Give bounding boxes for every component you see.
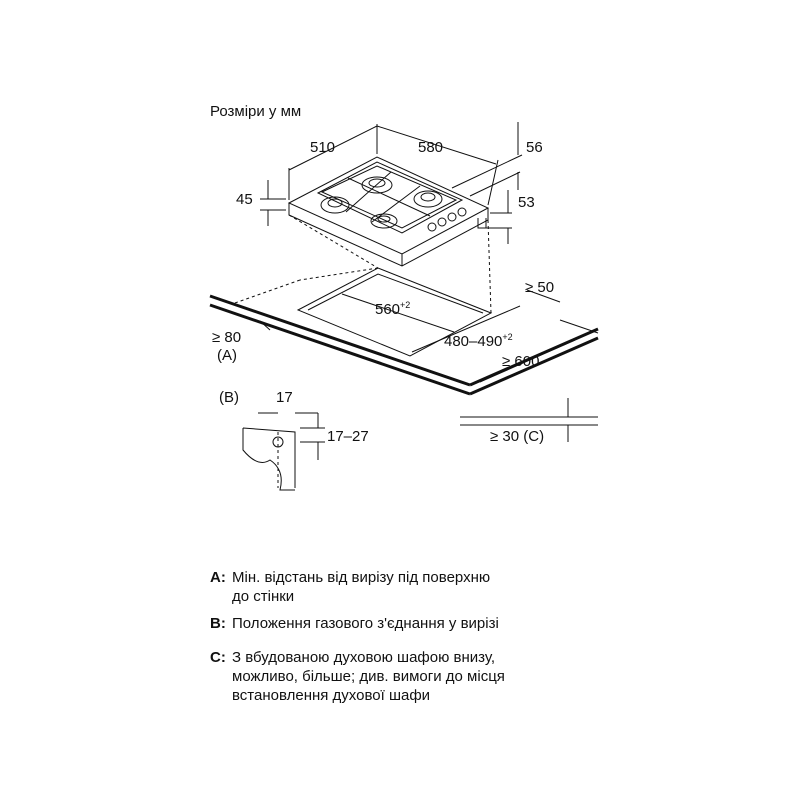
dim-under-clearance: ≥ 30 (C) [490, 428, 545, 445]
legend-item-c [210, 648, 505, 705]
gas-connection-detail [243, 413, 325, 490]
hob-top-plate [289, 157, 488, 254]
title: Розміри у мм [210, 103, 302, 120]
marker-b: (B) [219, 389, 239, 406]
knob-icon [458, 208, 466, 216]
legend-key: B: [210, 615, 226, 632]
knob-icon [438, 218, 446, 226]
dim-cutout-width: $560^{+2}$ [375, 300, 411, 318]
dim-cutout-depth: $480-490^{+2}$ [444, 332, 513, 350]
cutout-profile [243, 428, 295, 490]
knob-icon [428, 223, 436, 231]
legend-key: C: [210, 649, 226, 666]
burners [321, 177, 442, 228]
dim-rear-clearance: ≥ 50 [525, 279, 555, 296]
marker-a: (A) [217, 347, 237, 364]
dim-hob-width: 580 [418, 139, 444, 156]
legend-key: A: [210, 569, 226, 586]
legend-item-b [210, 614, 499, 633]
legend-text: Положення газового з'єднання у вирізі [232, 615, 499, 632]
dim-hob-height-top: 56 [526, 139, 543, 156]
knob-icon [448, 213, 456, 221]
legend-text: Мін. відстань від вирізу під поверхню до стінки [232, 569, 491, 605]
worktop-front-edge [210, 296, 470, 385]
dim-hob-depth: 510 [310, 139, 336, 156]
dim-hob-height-body: 45 [236, 191, 253, 208]
legend-text: З вбудованою духовою шафою внизу, можливо, більше; див. вимоги до місця встановлення духової шафи [232, 649, 505, 704]
dim-hob-height-legs: 53 [518, 194, 535, 211]
dim-gas-conn-offset: 17 [276, 389, 293, 406]
dim-gas-conn-height: 17–27 [327, 428, 369, 445]
legend-item-a [210, 568, 490, 606]
gas-hob [289, 157, 488, 266]
dim-front-clearance: ≥ 80 [212, 329, 242, 346]
dim-min-worktop-depth: ≥ 600 [502, 353, 540, 370]
